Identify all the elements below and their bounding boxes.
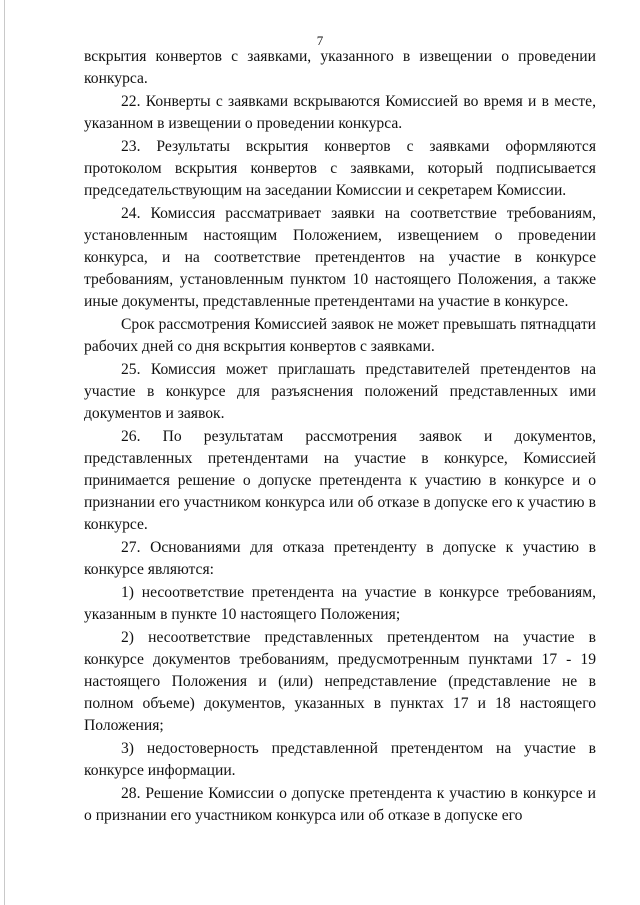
list-item-27-2: 2) несоответствие представленных претендентом на участие в конкурсе документов требованиям, предусмотренным пунктами 17 - 19 настоящего Положения и (или) непредставление (представление не в полном объеме) документов, указанных в пунктах 17 и 18 настоящего Положения; bbox=[84, 629, 596, 734]
paragraph-28: 28. Решение Комиссии о допуске претендента к участию в конкурсе и о признании его участником конкурса или об отказе в допуске его bbox=[84, 785, 596, 824]
page-edge bbox=[4, 0, 5, 905]
paragraph-continuation: вскрытия конвертов с заявками, указанного в извещении о проведении конкурса. bbox=[84, 48, 596, 87]
document-body bbox=[84, 46, 596, 827]
paragraph-26: 26. По результатам рассмотрения заявок и документов, представленных претендентами на участие в конкурсе, Комиссией принимается решение о допуске претендента к участию в конкурсе и о признании его участником конкурса или об отказе в допуске его к участию в конкурсе. bbox=[84, 428, 596, 533]
list-item-27-1: 1) несоответствие претендента на участие в конкурсе требованиям, указанным в пункте 10 настоящего Положения; bbox=[84, 584, 596, 623]
paragraph-22: 22. Конверты с заявками вскрываются Комиссией во время и в месте, указанном в извещении о проведении конкурса. bbox=[84, 93, 596, 132]
paragraph-24-term: Срок рассмотрения Комиссией заявок не может превышать пятнадцати рабочих дней со дня вскрытия конвертов с заявками. bbox=[84, 316, 596, 355]
paragraph-27: 27. Основаниями для отказа претенденту в допуске к участию в конкурсе являются: bbox=[84, 539, 596, 578]
paragraph-23: 23. Результаты вскрытия конвертов с заявками оформляются протоколом вскрытия конвертов с заявками, который подписывается председательствующим на заседании Комиссии и секретарем Комиссии. bbox=[84, 138, 596, 199]
page-number: 7 bbox=[316, 33, 324, 48]
paragraph-25: 25. Комиссия может приглашать представителей претендентов на участие в конкурсе для разъяснения положений представленных ими документов и заявок. bbox=[84, 361, 596, 422]
list-item-27-3: 3) недостоверность представленной претендентом на участие в конкурсе информации. bbox=[84, 740, 596, 779]
paragraph-24: 24. Комиссия рассматривает заявки на соответствие требованиям, установленным настоящим Положением, извещением о проведении конкурса, и на соответствие претендентов на участие в конкурсе требованиям, установленным пунктом 10 настоящего Положения, а также иные документы, представленные претендентами на участие в конкурсе. bbox=[84, 205, 596, 310]
